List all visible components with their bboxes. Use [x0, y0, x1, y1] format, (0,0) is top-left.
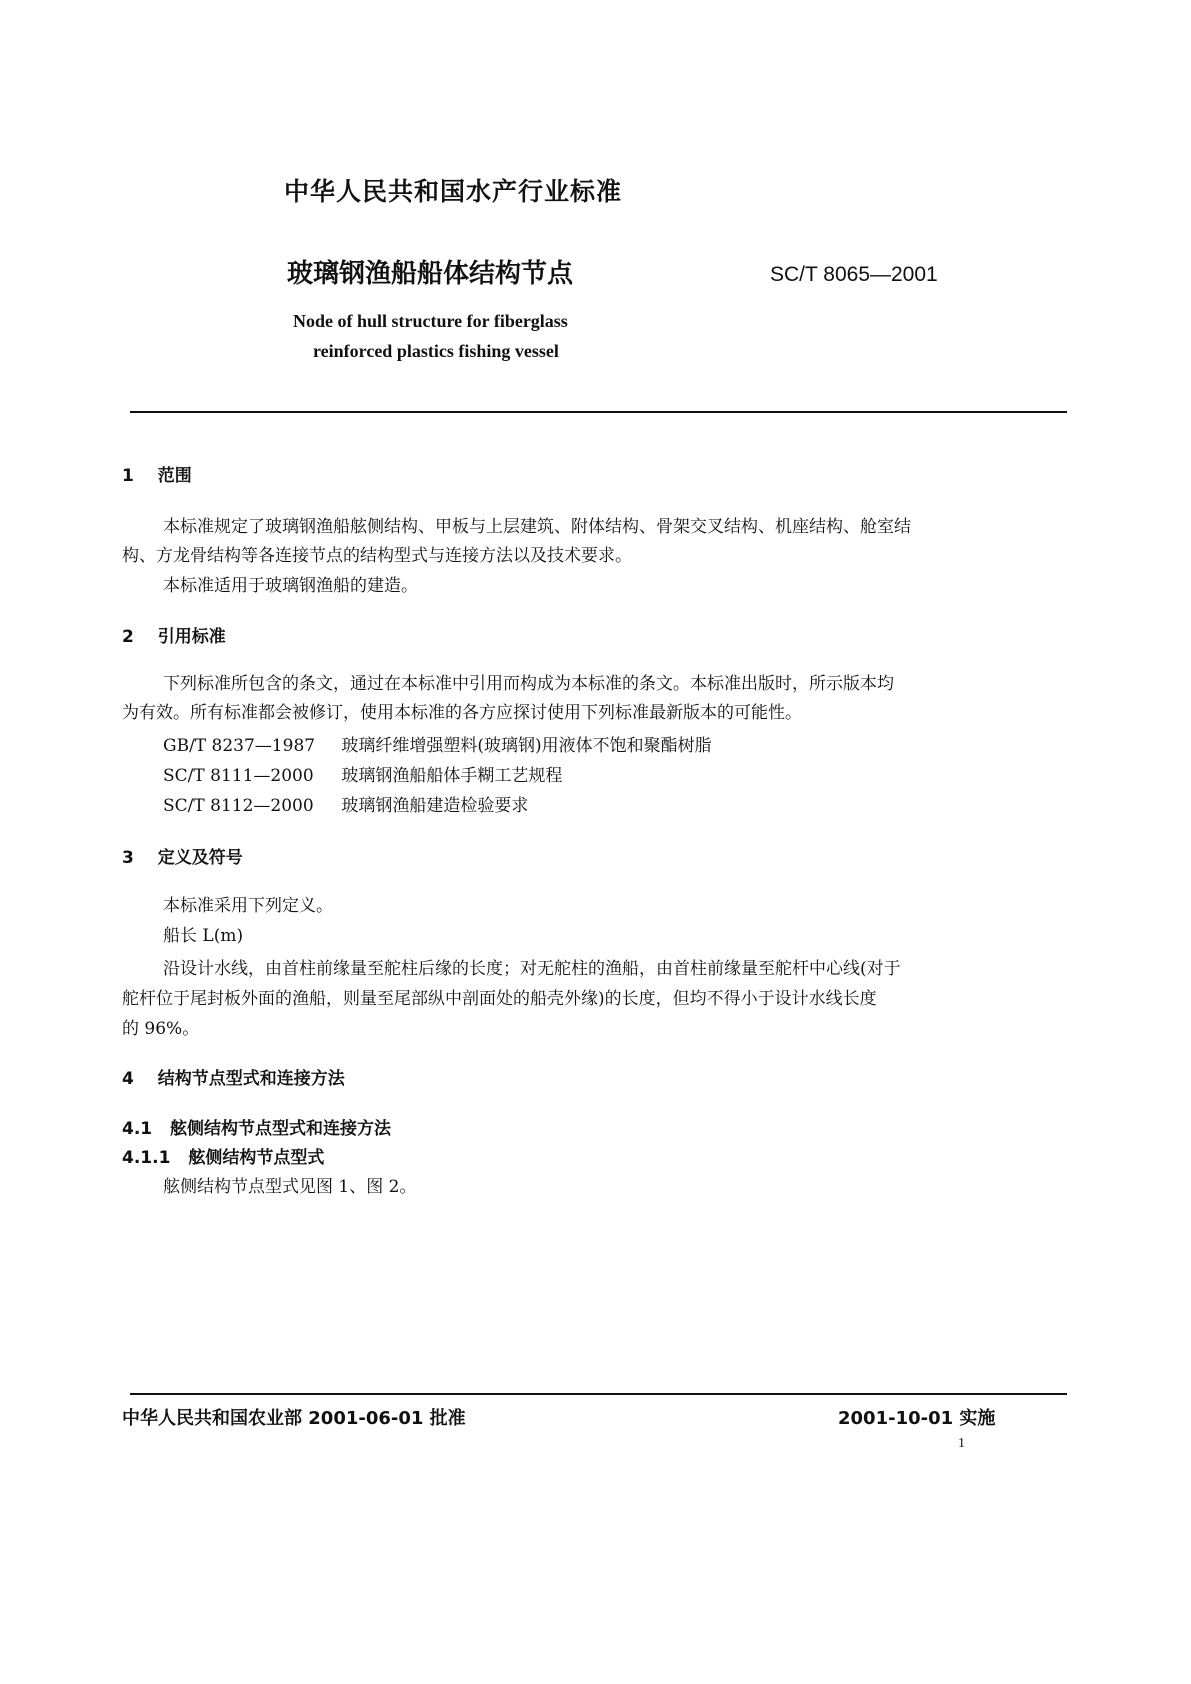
section-1-paragraph-line1: 本标准规定了玻璃钢渔船舷侧结构、甲板与上层建筑、附体结构、骨架交叉结构、机座结构、舱室结	[163, 517, 911, 537]
section-3-number: 3	[122, 848, 134, 868]
term-ship-length: 船长 L(m)	[163, 926, 244, 946]
subsection-4-1-1-text: 舷侧结构节点型式见图 1、图 2。	[163, 1177, 417, 1197]
section-4-title: 结构节点型式和连接方法	[157, 1069, 345, 1089]
definition-line1: 沿设计水线，由首柱前缘量至舵柱后缘的长度；对无舵柱的渔船，由首柱前缘量至舵杆中心线(对于	[163, 959, 901, 979]
reference-item	[163, 731, 712, 756]
subsection-4-1-number: 4.1	[122, 1119, 153, 1139]
reference-code: GB/T 8237—1987	[163, 736, 316, 756]
section-1-paragraph-line2: 构、方龙骨结构等各连接节点的结构型式与连接方法以及技术要求。	[122, 546, 632, 566]
section-3-heading	[122, 843, 243, 868]
footer-divider	[130, 1393, 1067, 1395]
subsection-4-1-1-number: 4.1.1	[122, 1148, 171, 1168]
english-title-line2: reinforced plastics fishing vessel	[313, 341, 559, 361]
page-number: 1	[958, 1436, 965, 1451]
section-2-paragraph-line1: 下列标准所包含的条文，通过在本标准中引用而构成为本标准的条文。本标准出版时，所示版本均	[163, 674, 894, 694]
org-title: 中华人民共和国水产行业标准	[284, 177, 623, 206]
subsection-4-1-title: 舷侧结构节点型式和连接方法	[170, 1119, 392, 1139]
definition-line3: 的 96%。	[122, 1019, 200, 1039]
reference-item	[163, 761, 562, 786]
section-3-intro: 本标准采用下列定义。	[163, 896, 333, 916]
definition-line2: 舵杆位于尾封板外面的渔船，则量至尾部纵中剖面处的船壳外缘)的长度，但均不得小于设计水线长度	[122, 989, 877, 1009]
section-3-title: 定义及符号	[157, 848, 243, 868]
english-title-line1: Node of hull structure for fiberglass	[293, 311, 568, 331]
reference-name: 玻璃钢渔船建造检验要求	[341, 796, 529, 816]
reference-name: 玻璃钢渔船船体手糊工艺规程	[341, 766, 563, 786]
reference-code: SC/T 8112—2000	[163, 796, 314, 816]
subsection-4-1-1-title: 舷侧结构节点型式	[188, 1148, 325, 1168]
reference-name: 玻璃纤维增强塑料(玻璃钢)用液体不饱和聚酯树脂	[341, 736, 712, 756]
reference-item	[163, 791, 528, 816]
section-1-title: 范围	[157, 466, 192, 486]
section-2-paragraph-line2: 为有效。所有标准都会被修订，使用本标准的各方应探讨使用下列标准最新版本的可能性。	[122, 703, 802, 723]
standard-number: SC/T 8065—2001	[770, 263, 938, 286]
section-2-number: 2	[122, 627, 134, 647]
section-1-scope-paragraph: 本标准适用于玻璃钢渔船的建造。	[163, 576, 418, 596]
section-2-title: 引用标准	[157, 627, 226, 647]
approval-line: 中华人民共和国农业部 2001-06-01 批准	[122, 1408, 466, 1429]
subsection-4-1	[122, 1114, 391, 1139]
section-4-heading	[122, 1064, 345, 1089]
section-4-number: 4	[122, 1069, 134, 1089]
section-1-number: 1	[122, 466, 134, 486]
subsection-4-1-1	[122, 1143, 324, 1168]
section-1-heading	[122, 461, 192, 486]
reference-code: SC/T 8111—2000	[163, 766, 314, 786]
effective-date-line: 2001-10-01 实施	[838, 1408, 996, 1429]
header-divider	[130, 411, 1067, 413]
document-title: 玻璃钢渔船船体结构节点	[287, 259, 574, 289]
section-2-heading	[122, 622, 226, 647]
